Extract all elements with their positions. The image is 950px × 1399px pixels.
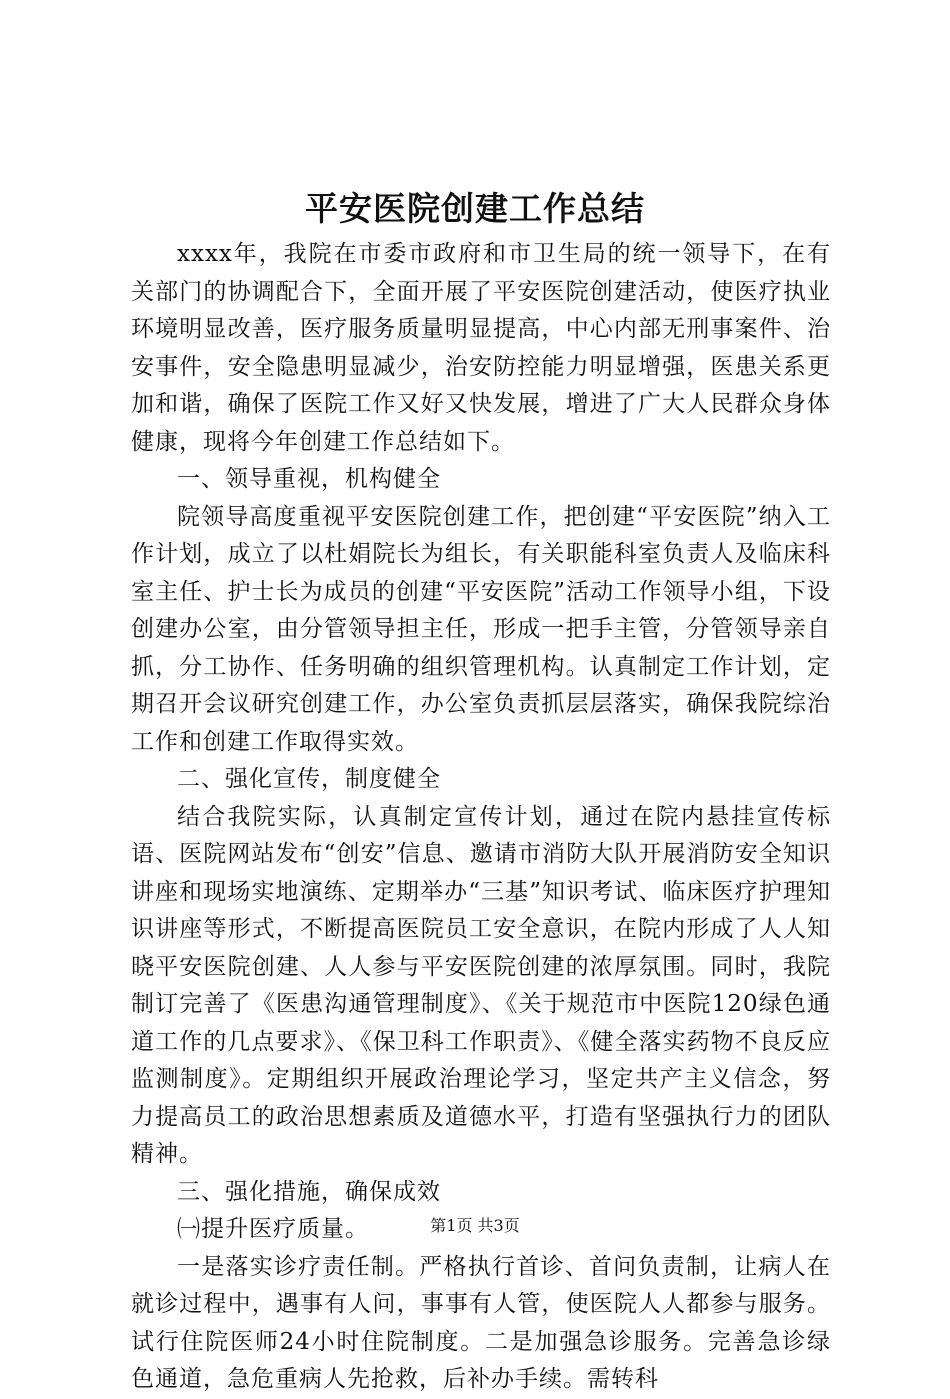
- page-footer: 第1页 共3页: [430, 1216, 520, 1235]
- section-heading-2: 二、强化宣传，制度健全: [177, 766, 441, 792]
- paragraph-section-2: 结合我院实际，认真制定宣传计划，通过在院内悬挂宣传标语、医院网站发布“创安”信息、邀请市消防大队开展消防安全知识讲座和现场实地演练、定期举办“三基”知识考试、临床医疗护理知识讲座等形式，不断提高医院员工安全意识，在院内形成了人人知晓平安医院创建、人人参与平安医院创建的浓厚氛围。同时，我院制订完善了《医患沟通管理制度》、《关于规范市中医院120绿色通道工作的几点要求》、《保卫科工作职责》、《健全落实药物不良反应监测制度》。定期组织开展政治理论学习，坚定共产主义信念，努力提高员工的政治思想素质及道德水平，打造有坚强执行力的团队精神。: [131, 803, 831, 1167]
- paragraph-intro: xxxx年，我院在市委市政府和市卫生局的统一领导下，在有关部门的协调配合下，全面开展了平安医院创建活动，使医疗执业环境明显改善，医疗服务质量明显提高，中心内部无刑事案件、治安事件，安全隐患明显减少，治安防控能力明显增强，医患关系更加和谐，确保了医院工作又好又快发展，增进了广大人民群众身体健康，现将今年创建工作总结如下。: [131, 241, 831, 455]
- section-heading-1: 一、领导重视，机构健全: [177, 466, 441, 492]
- paragraph-section-1: 院领导高度重视平安医院创建工作，把创建“平安医院”纳入工作计划，成立了以杜娟院长为组长，有关职能科室负责人及临床科室主任、护士长为成员的创建“平安医院”活动工作领导小组，下设创建办公室，由分管领导担主任，形成一把手主管，分管领导亲自抓，分工协作、任务明确的组织管理机构。认真制定工作计划，定期召开会议研究创建工作，办公室负责抓层层落实，确保我院综治工作和创建工作取得实效。: [131, 503, 831, 755]
- subsection-heading-1: ㈠提升医疗质量。: [177, 1216, 369, 1242]
- paragraph-subsection-1: 一是落实诊疗责任制。严格执行首诊、首问负责制，让病人在就诊过程中，遇事有人问，事事有人管，使医院人人都参与服务。试行住院医师24小时住院制度。二是加强急诊服务。完善急诊绿色通道，急危重病人先抢救，后补办手续。需转科: [131, 1253, 831, 1392]
- document-title: 平安医院创建工作总结: [305, 189, 645, 228]
- section-heading-3: 三、强化措施，确保成效: [177, 1178, 441, 1205]
